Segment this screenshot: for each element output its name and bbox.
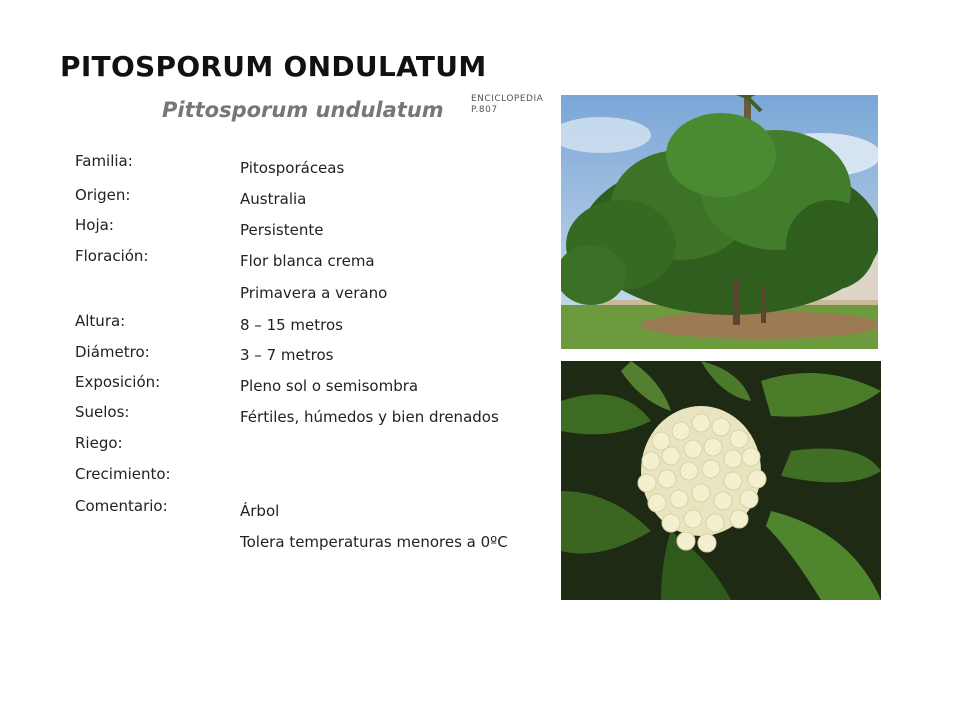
flower-cluster-photo-icon xyxy=(561,361,881,600)
label-suelos: Suelos: xyxy=(75,403,130,421)
label-diametro: Diámetro: xyxy=(75,343,150,361)
value-hoja: Persistente xyxy=(240,221,324,239)
value-epoca-floracion: Primavera a verano xyxy=(240,284,388,302)
scientific-name: Pittosporum undulatum xyxy=(162,98,444,122)
tree-photo xyxy=(561,95,878,349)
value-suelos: Fértiles, húmedos y bien drenados xyxy=(240,408,499,426)
label-riego: Riego: xyxy=(75,434,123,452)
value-origen: Australia xyxy=(240,190,307,208)
value-flor: Flor blanca crema xyxy=(240,252,375,270)
label-familia: Familia: xyxy=(75,152,133,170)
tree-photo-icon xyxy=(561,95,878,349)
label-origen: Origen: xyxy=(75,186,131,204)
label-altura: Altura: xyxy=(75,312,126,330)
label-floracion: Floración: xyxy=(75,247,149,265)
value-familia: Pitosporáceas xyxy=(240,159,345,177)
flower-photo xyxy=(561,361,881,600)
reference-source: ENCICLOPEDIA xyxy=(471,94,544,104)
page-title: PITOSPORUM ONDULATUM xyxy=(60,50,487,83)
encyclopedia-reference xyxy=(471,94,543,116)
value-altura: 8 – 15 metros xyxy=(240,316,343,334)
value-crecimiento: Árbol xyxy=(240,502,280,520)
label-comentario: Comentario: xyxy=(75,497,168,515)
label-crecimiento: Crecimiento: xyxy=(75,465,171,483)
value-exposicion: Pleno sol o semisombra xyxy=(240,377,419,395)
value-comentario: Tolera temperaturas menores a 0ºC xyxy=(240,533,508,551)
label-hoja: Hoja: xyxy=(75,216,114,234)
value-diametro: 3 – 7 metros xyxy=(240,346,334,364)
label-exposicion: Exposición: xyxy=(75,373,161,391)
reference-page: P.807 xyxy=(471,105,498,115)
